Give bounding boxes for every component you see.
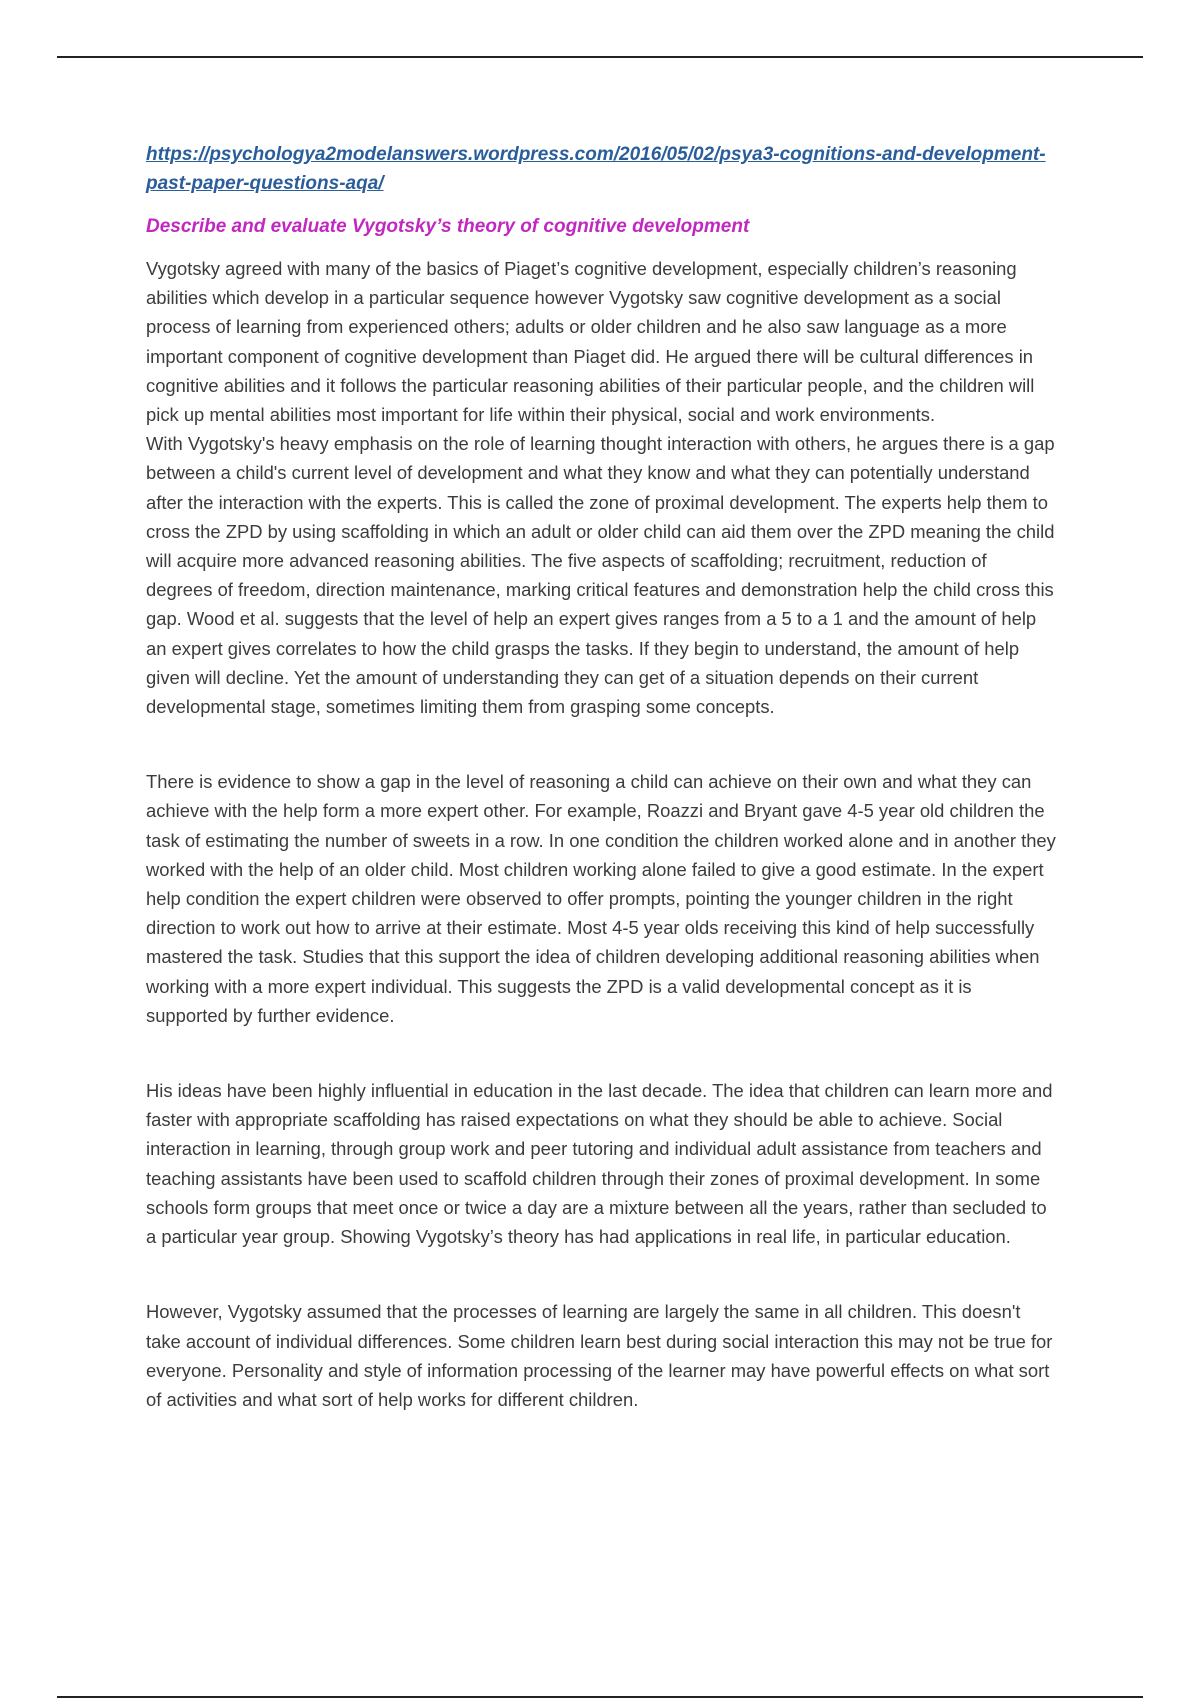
top-rule: [57, 56, 1143, 58]
paragraph-education: His ideas have been highly influential in education in the last decade. The idea that children can learn more and faster with appropriate scaffolding has raised expectations on what they should be able to achieve. Social interaction in learning, through group work and peer tutoring and individual adult assistance from teachers and teaching assistants have been used to scaffold children through their zones of proximal development. In some schools form groups that meet once or twice a day are a mixture between all the years, rather than secluded to a particular year group. Showing Vygotsky’s theory has had applications in real life, in particular education.: [146, 1080, 1053, 1248]
paragraph-zpd: With Vygotsky's heavy emphasis on the role of learning thought interaction with others, he argues there is a gap between a child's current level of development and what they know and what they can potentially understand after the interaction with the experts. This is called the zone of proximal development. The experts help them to cross the ZPD by using scaffolding in which an adult or older child can aid them over the ZPD meaning the child will acquire more advanced reasoning abilities. The five aspects of scaffolding; recruitment, reduction of degrees of freedom, direction maintenance, marking critical features and demonstration help the child cross this gap. Wood et al. suggests that the level of help an expert gives ranges from a 5 to a 1 and the amount of help an expert gives correlates to how the child grasps the tasks. If they begin to understand, the amount of help given will decline. Yet the amount of understanding they can get of a situation depends on their current developmental stage, sometimes limiting them from grasping some concepts.: [146, 433, 1055, 718]
paragraph-evidence: There is evidence to show a gap in the level of reasoning a child can achieve on their own and what they can achieve with the help form a more expert other. For example, Roazzi and Bryant gave 4-5 year old children the task of estimating the number of sweets in a row. In one condition the children worked alone and in another they worked with the help of an older child. Most children working alone failed to give a good estimate. In the expert help condition the expert children were observed to offer prompts, pointing the younger children in the right direction to work out how to arrive at their estimate. Most 4-5 year olds receiving this kind of help successfully mastered the task. Studies that this support the idea of children developing additional reasoning abilities when working with a more expert individual. This suggests the ZPD is a valid developmental concept as it is supported by further evidence.: [146, 771, 1056, 1026]
paragraph-criticism: However, Vygotsky assumed that the processes of learning are largely the same in all children. This doesn't take account of individual differences. Some children learn best during social interaction this may not be true for everyone. Personality and style of information processing of the learner may have powerful effects on what sort of activities and what sort of help works for different children.: [146, 1301, 1053, 1410]
source-link[interactable]: https://psychologya2modelanswers.wordpress.com/2016/05/02/psya3-cognitions-and-development-past-paper-questions-aqa/: [146, 144, 1046, 194]
paragraph-intro: Vygotsky agreed with many of the basics of Piaget’s cognitive development, especially children’s reasoning abilities which develop in a particular sequence however Vygotsky saw cognitive development as a social process of learning from experienced others; adults or older children and he also saw language as a more important component of cognitive development than Piaget did. He argued there will be cultural differences in cognitive abilities and it follows the particular reasoning abilities of their particular people, and the children will pick up mental abilities most important for life within their physical, social and work environments.: [146, 258, 1035, 426]
essay-title: Describe and evaluate Vygotsky’s theory of cognitive development: [146, 216, 750, 237]
bottom-rule: [57, 1696, 1143, 1698]
document-body: [146, 140, 1056, 1414]
